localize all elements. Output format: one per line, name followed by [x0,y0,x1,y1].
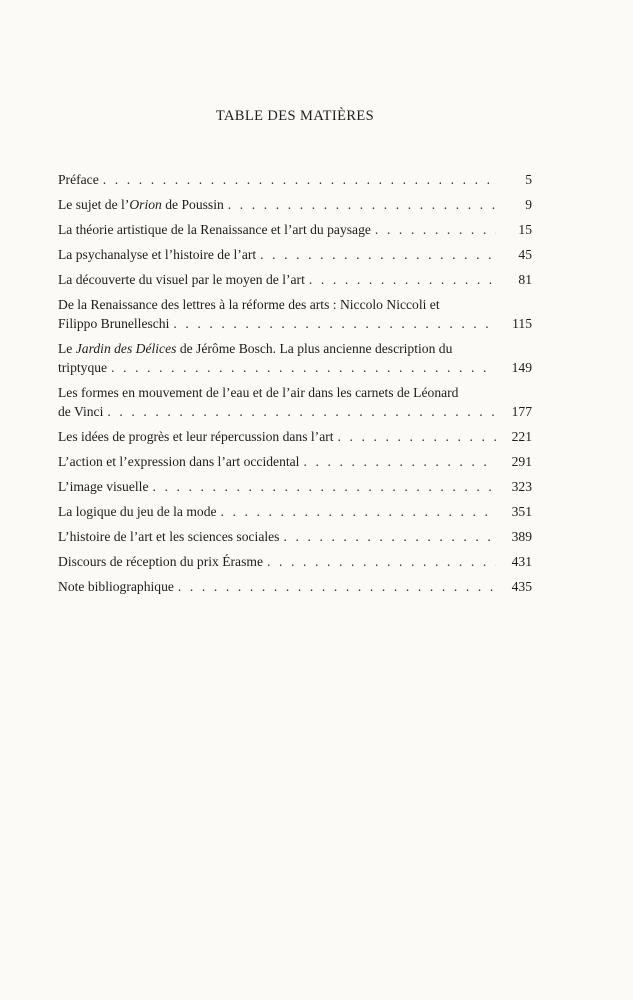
dot-leader [375,220,496,239]
entry-title: Filippo Brunelleschi [58,316,170,331]
page-number: 5 [525,172,532,187]
dot-leader [152,477,496,496]
toc-entry-action [58,452,532,471]
page-number: 389 [511,529,532,544]
page-title: TABLE DES MATIÈRES [215,108,375,124]
page-number: 221 [511,429,532,444]
page-number: 351 [511,504,532,519]
toc-entry-orion [58,195,532,214]
table-of-contents [58,170,532,602]
page-number: 9 [525,197,532,212]
page-number: 177 [511,404,532,419]
dot-leader [107,402,496,421]
entry-title: Discours de réception du prix Érasme [58,554,263,569]
dot-leader [178,577,496,596]
entry-title: La psychanalyse et l’histoire de l’art [58,247,257,262]
dot-leader [283,527,496,546]
page-number: 115 [512,316,532,331]
entry-title: La découverte du visuel par le moyen de l’art [58,272,305,287]
toc-entry-visuel [58,270,532,289]
toc-entry-image [58,477,532,496]
toc-entry-mode [58,502,532,521]
entry-title: L’histoire de l’art et les sciences sociales [58,529,280,544]
page-number: 45 [518,247,532,262]
entry-title: Le sujet de l’Orion de Poussin [58,197,224,212]
toc-entry-progres [58,427,532,446]
dot-leader [303,452,496,471]
toc-entry-psychanalyse [58,245,532,264]
toc-entry-paysage [58,220,532,239]
page-number: 149 [511,360,532,375]
entry-title: triptyque [58,360,108,375]
toc-entry-brunelleschi [58,295,532,333]
entry-title-italic: Jardin des Délices [75,341,177,356]
page-number: 431 [511,554,532,569]
page-number: 323 [511,479,532,494]
entry-title-line1: De la Renaissance des lettres à la réforme des arts : Niccolo Niccoli et [58,297,440,312]
entry-title: Les idées de progrès et leur répercussion dans l’art [58,429,334,444]
page-number: 81 [518,272,532,287]
entry-title-line1: Le Jardin des Délices de Jérôme Bosch. La plus ancienne description du [58,341,453,356]
entry-title: La théorie artistique de la Renaissance et l’art du paysage [58,222,371,237]
dot-leader [103,170,496,189]
entry-title: de Vinci [58,404,104,419]
entry-title: L’image visuelle [58,479,149,494]
dot-leader [267,552,496,571]
dot-leader [173,314,496,333]
toc-entry-bosch [58,339,532,377]
dot-leader [260,245,496,264]
toc-entry-bibliographie [58,577,532,596]
entry-title: Préface [58,172,99,187]
entry-title: Note bibliographique [58,579,174,594]
entry-title-line1: Les formes en mouvement de l’eau et de l’air dans les carnets de Léonard [58,385,459,400]
page-number: 15 [518,222,532,237]
page-number: 435 [511,579,532,594]
dot-leader [221,502,496,521]
entry-title: La logique du jeu de la mode [58,504,217,519]
dot-leader [338,427,496,446]
toc-entry-preface [58,170,532,189]
toc-entry-erasme [58,552,532,571]
dot-leader [228,195,496,214]
dot-leader [111,358,496,377]
toc-entry-leonard [58,383,532,421]
entry-title: L’action et l’expression dans l’art occidental [58,454,300,469]
dot-leader [309,270,496,289]
entry-title-italic: Orion [129,197,162,212]
toc-entry-sciences [58,527,532,546]
page-number: 291 [511,454,532,469]
